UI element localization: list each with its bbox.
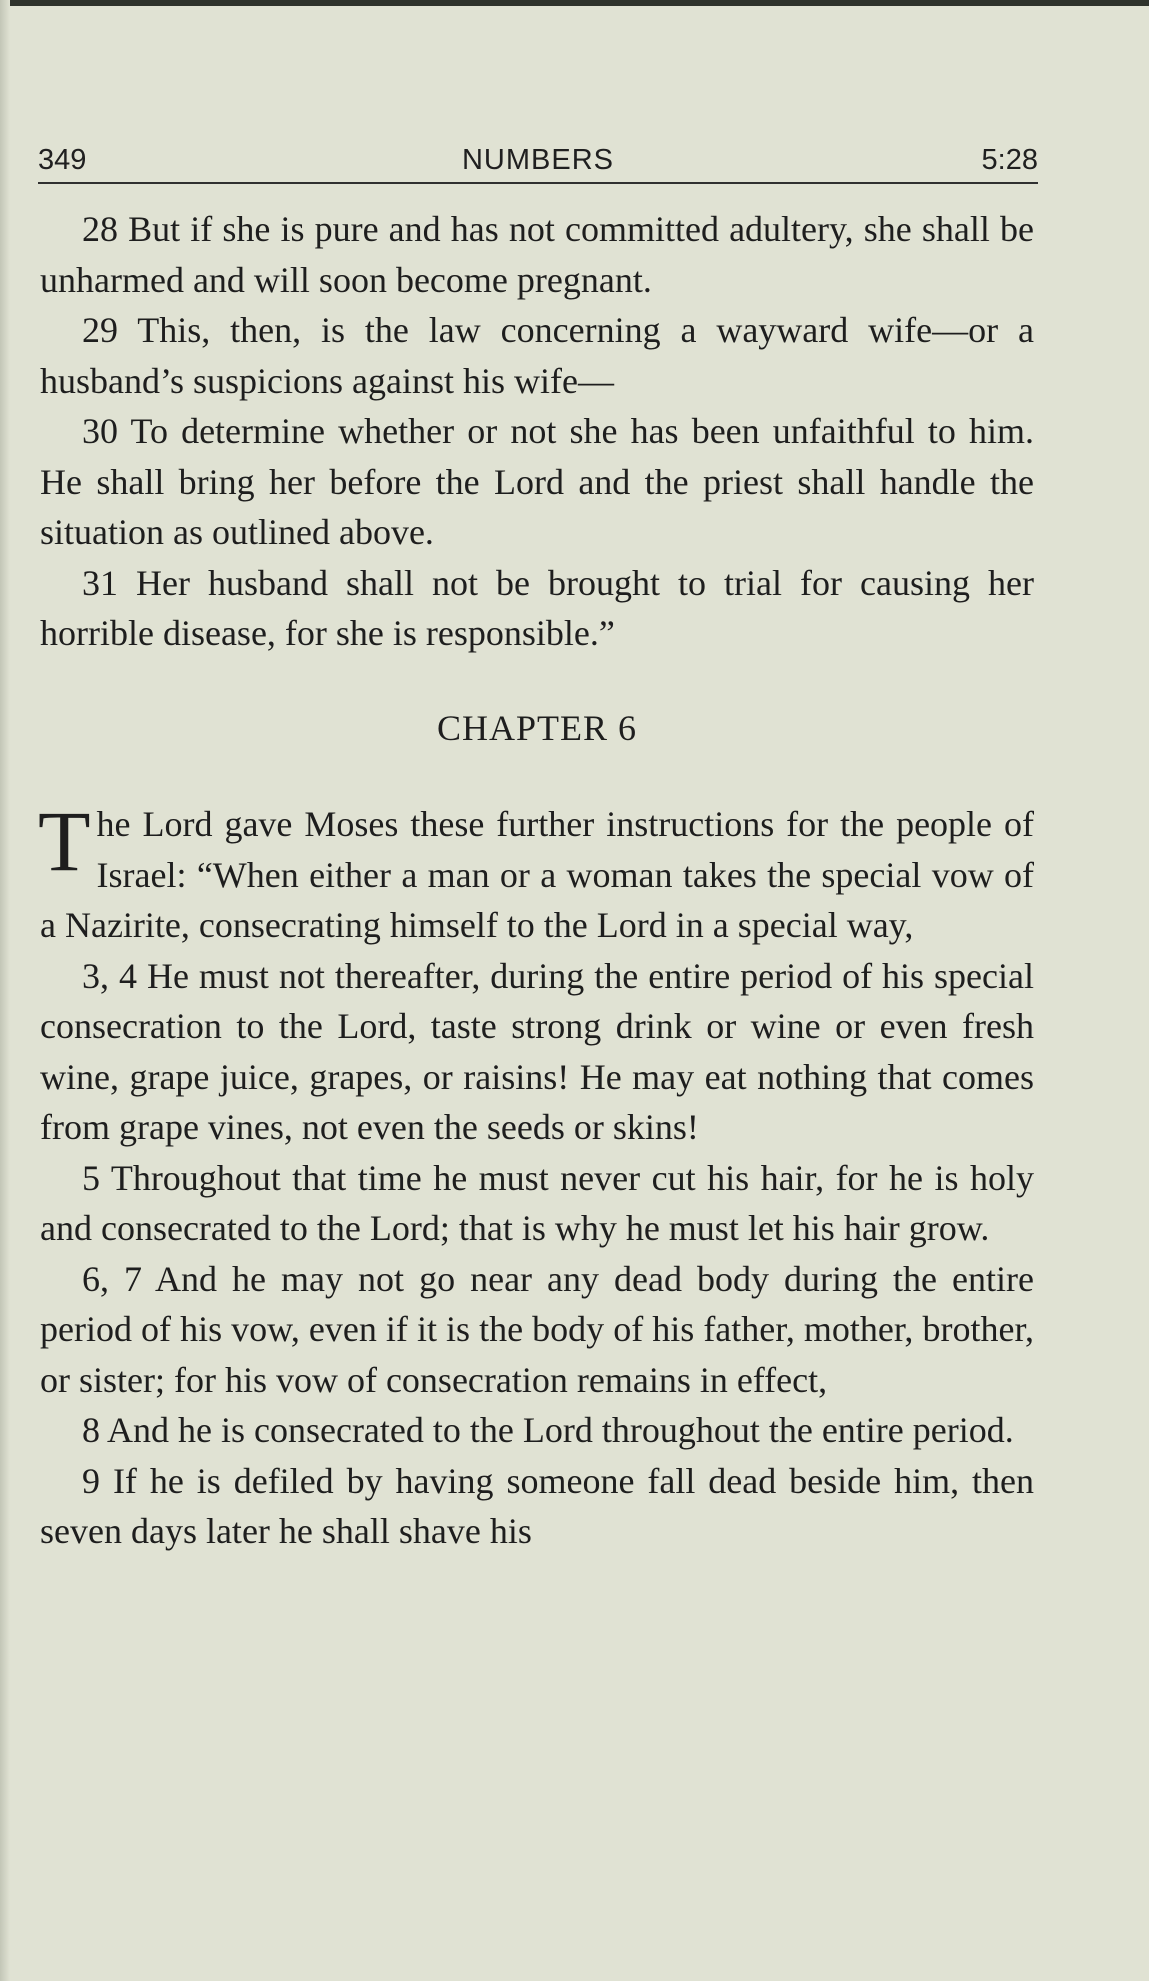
page-top-edge [0, 0, 1149, 6]
book-title: NUMBERS [461, 144, 614, 176]
page-number: 349 [38, 144, 87, 176]
running-header [38, 140, 1038, 184]
drop-cap: T [38, 793, 91, 889]
verse-30: 30 To determine whether or not she has been unfaithful to him. He shall bring her before the Lord and the priest shall handle the situation as outlined above. [40, 411, 1034, 552]
body-text [40, 204, 1034, 1557]
chapter-intro [38, 793, 1034, 951]
verse-29: 29 This, then, is the law concerning a wayward wife—or a husband’s suspicions against his wife— [40, 310, 1034, 401]
page-binding-shadow [0, 0, 10, 1981]
verse-3-4: 3, 4 He must not thereafter, during the entire period of his special consecration to the Lord, taste strong drink or wine or even fresh wine, grape juice, grapes, or raisins! He may eat nothing that comes from grape vines, not even the seeds or skins! [40, 955, 1034, 1147]
intro-text: he Lord gave Moses these further instructions for the people of Israel: “When either a man or a woman takes the special vow of a Nazirite, consecrating himself to the Lord in a special way, [40, 804, 1034, 945]
verse-6-7: 6, 7 And he may not go near any dead body during the entire period of his vow, even if it is the body of his father, mother, brother, or sister; for his vow of consecration remains in effect, [40, 1258, 1034, 1400]
verse-9: 9 If he is defiled by having someone fall dead beside him, then seven days later he shall shave his [40, 1460, 1034, 1551]
verse-5: 5 Throughout that time he must never cut his hair, for he is holy and consecrated to the Lord; that is why he must let his hair grow. [40, 1157, 1034, 1248]
chapter-heading: CHAPTER 6 [436, 707, 638, 748]
verse-28: 28 But if she is pure and has not committed adultery, she shall be unharmed and will soon become pregnant. [40, 209, 1034, 300]
verse-31: 31 Her husband shall not be brought to trial for causing her horrible disease, for she is responsible.” [40, 562, 1034, 653]
chapter-verse-reference: 5:28 [981, 144, 1038, 176]
verse-8: 8 And he is consecrated to the Lord throughout the entire period. [82, 1410, 1014, 1450]
